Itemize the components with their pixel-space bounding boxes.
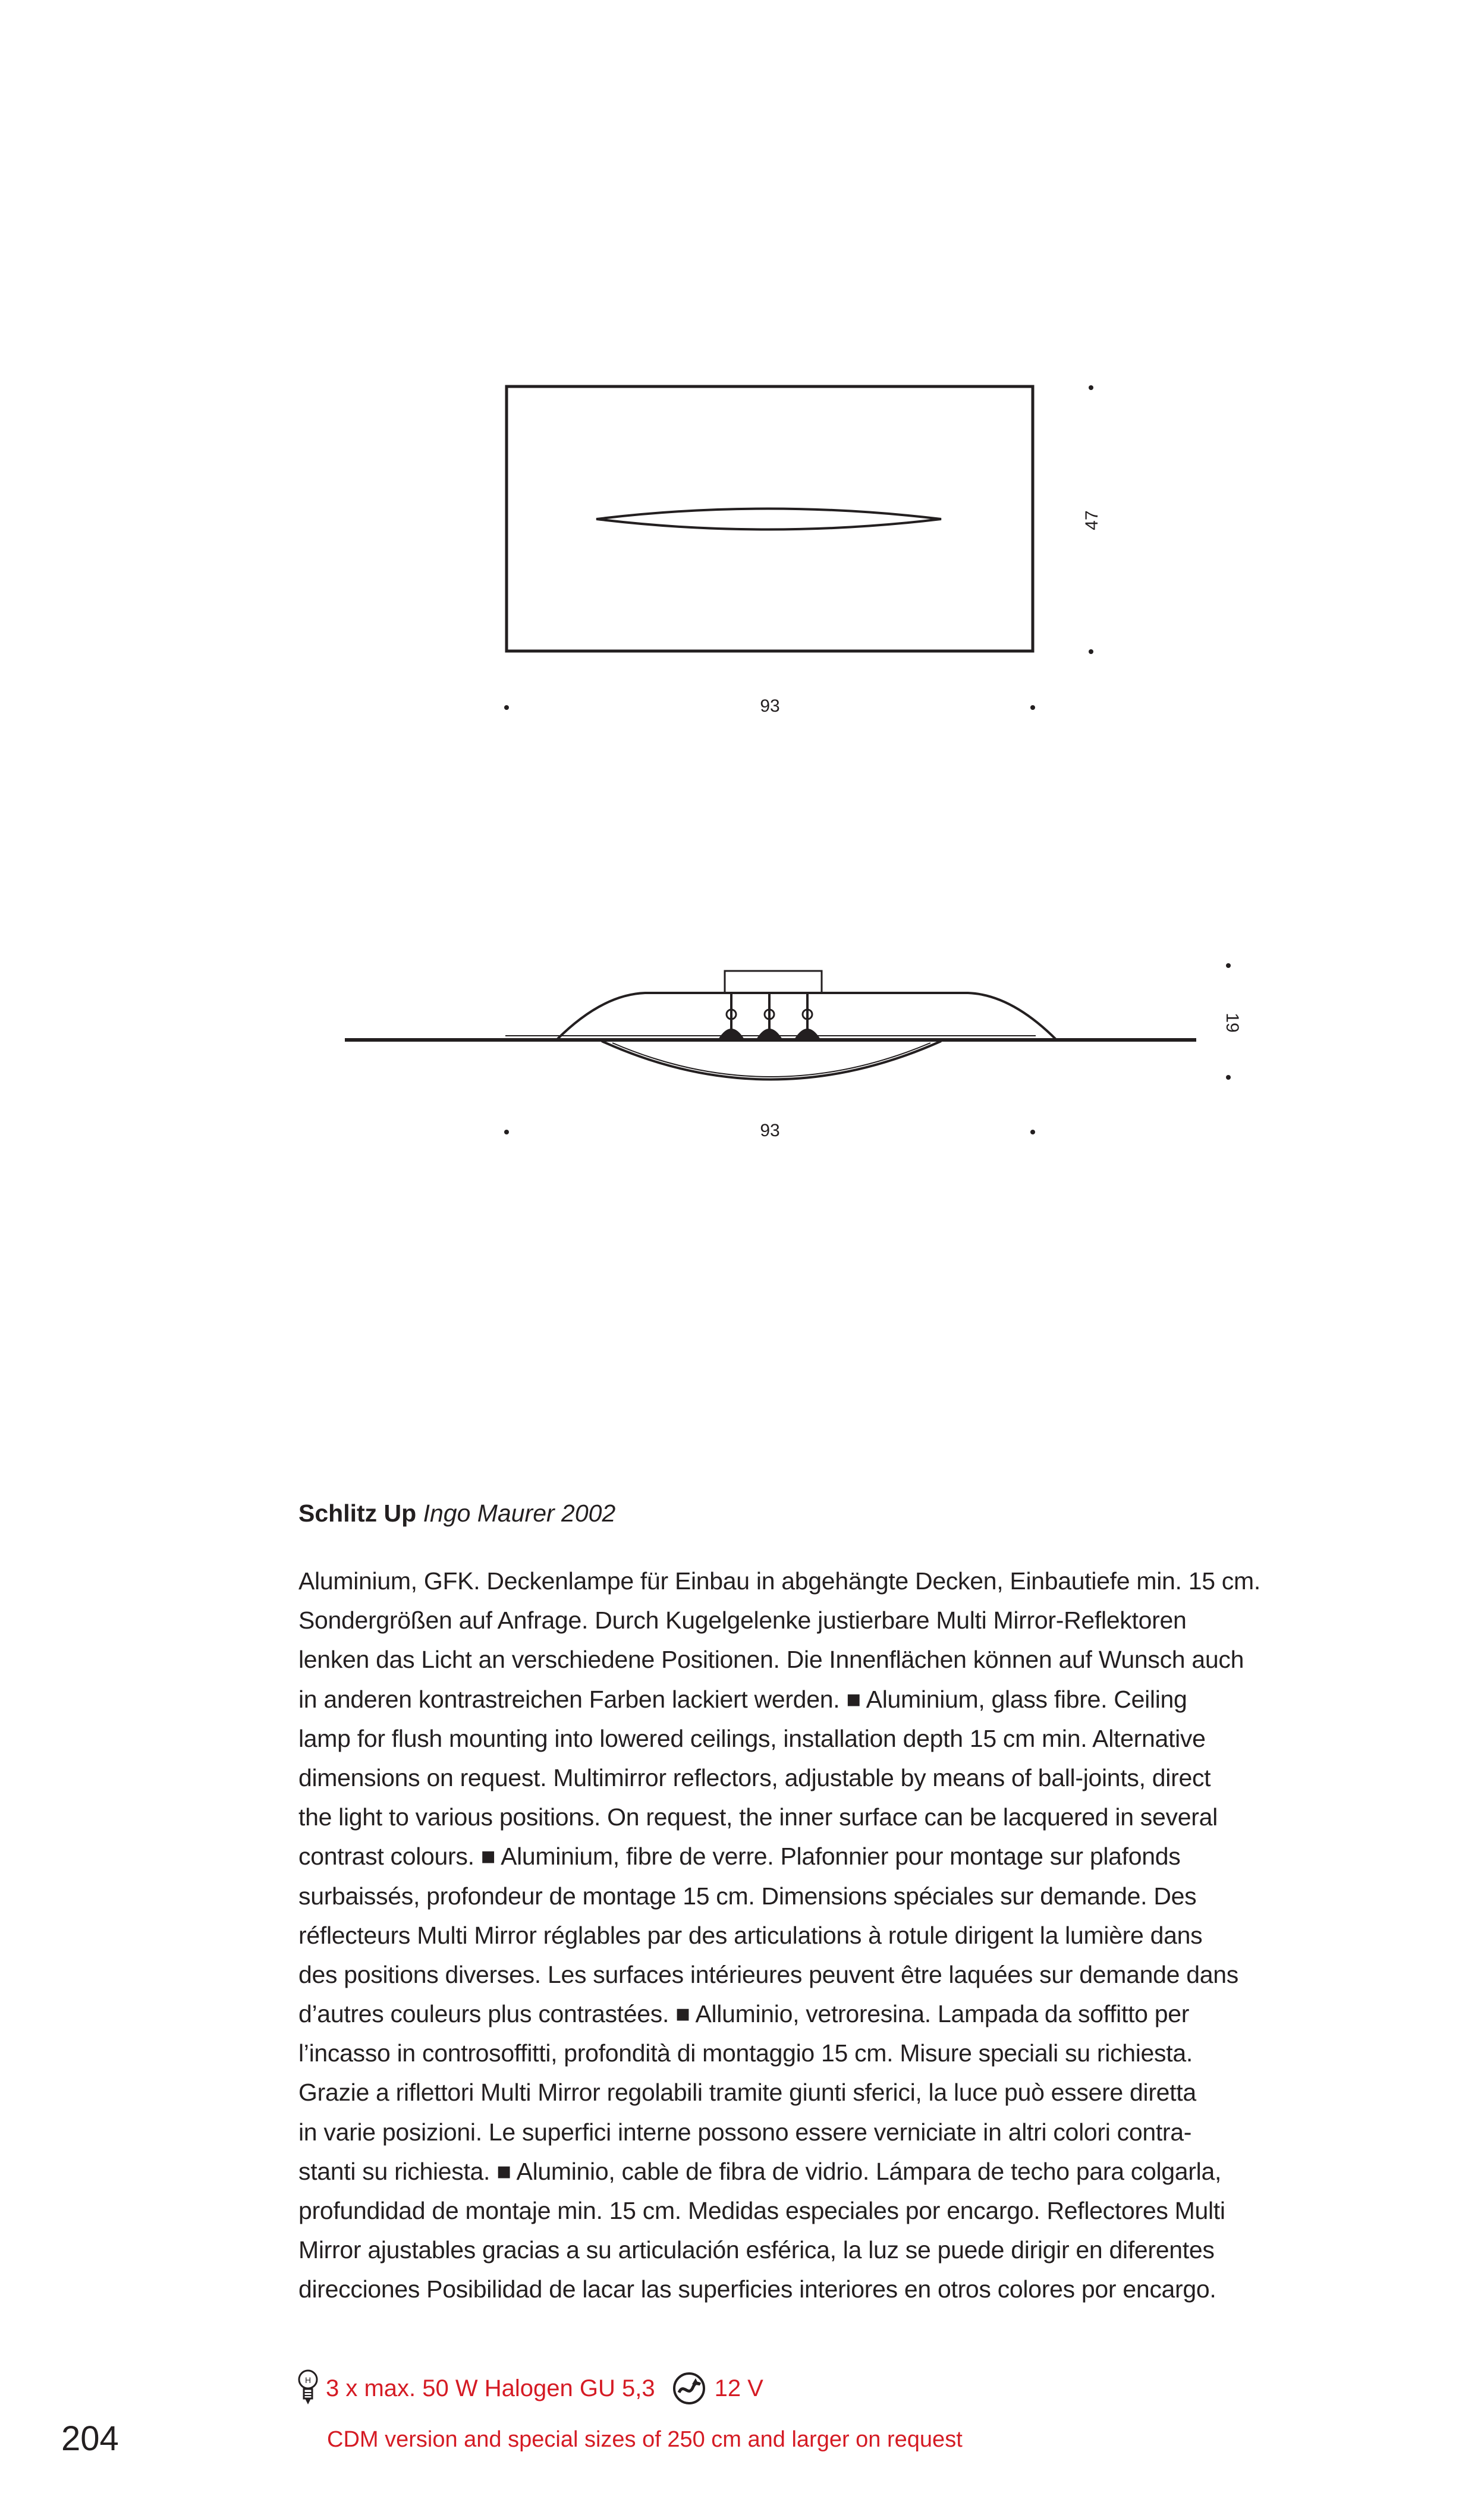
product-title bbox=[298, 1500, 615, 1527]
dimension-dot bbox=[1030, 1130, 1035, 1134]
dimension-dot bbox=[504, 1130, 509, 1134]
description-line: stanti su richiesta. ■ Aluminio, cable de fibra de vidrio. Lámpara de techo para colgarla, bbox=[298, 2157, 1222, 2185]
description-line: Grazie a riflettori Multi Mirror regolabili tramite giunti sferici, la luce può essere diretta bbox=[298, 2079, 1196, 2107]
dimension-dot bbox=[1226, 963, 1231, 968]
description-line: direcciones Posibilidad de lacar las superficies interiores en otros colores por encargo. bbox=[298, 2275, 1216, 2303]
top-view-width-label: 93 bbox=[760, 696, 780, 716]
description-line: surbaissés, profondeur de montage 15 cm. Dimensions spéciales sur demande. Des bbox=[298, 1882, 1197, 1910]
designer-year: Ingo Maurer 2002 bbox=[423, 1500, 616, 1527]
lamp-spec-text: 3 x max. 50 W Halogen GU 5,3 bbox=[326, 2375, 655, 2401]
description-line: the light to various positions. On request, the inner surface can be lacquered in several bbox=[298, 1803, 1218, 1831]
description-line: Aluminium, GFK. Deckenlampe für Einbau in abgehängte Decken, Einbautiefe min. 15 cm. bbox=[298, 1567, 1260, 1595]
dimension-dot bbox=[1226, 1075, 1231, 1080]
dimension-dot bbox=[1089, 649, 1093, 654]
description-line: des positions diverses. Les surfaces intérieures peuvent être laquées sur demande dans bbox=[298, 1960, 1238, 1988]
top-view-depth-label: 47 bbox=[1082, 510, 1102, 530]
transformer-box bbox=[725, 971, 822, 993]
description-line: in anderen kontrastreichen Farben lackiert werden. ■ Aluminium, glass fibre. Ceiling bbox=[298, 1685, 1187, 1713]
side-view bbox=[345, 963, 1242, 1140]
reflector-lamps bbox=[718, 993, 820, 1039]
top-view bbox=[504, 385, 1102, 716]
side-view-width-label: 93 bbox=[760, 1121, 780, 1140]
description-line: Mirror ajustables gracias a su articulación esférica, la luz se puede dirigir en diferentes bbox=[298, 2236, 1215, 2264]
transformer-icon bbox=[672, 2371, 706, 2406]
description-line: Sondergrößen auf Anfrage. Durch Kugelgelenke justierbare Multi Mirror-Reflektoren bbox=[298, 1607, 1187, 1634]
description-line: in varie posizioni. Le superfici interne possono essere verniciate in altri colori contra- bbox=[298, 2118, 1192, 2146]
voltage-text: 12 V bbox=[714, 2375, 763, 2401]
page-number: 204 bbox=[61, 2419, 119, 2458]
reflector-curve-inner bbox=[612, 1043, 930, 1077]
halogen-bulb-icon bbox=[297, 2368, 319, 2409]
side-view-height-label: 19 bbox=[1222, 1013, 1242, 1033]
top-view-outline bbox=[507, 386, 1033, 651]
top-view-slot bbox=[596, 509, 941, 530]
dimension-dot bbox=[1030, 705, 1035, 710]
description-line: réflecteurs Multi Mirror réglables par des articulations à rotule dirigent la lumière dans bbox=[298, 1921, 1203, 1949]
svg-text:H: H bbox=[304, 2375, 312, 2385]
product-name: Schlitz Up bbox=[298, 1500, 417, 1527]
description-line: lenken das Licht an verschiedene Positionen. Die Innenflächen können auf Wunsch auch bbox=[298, 1646, 1244, 1674]
product-description bbox=[298, 1561, 1285, 2309]
description-line: l’incasso in controsoffitti, profondità di montaggio 15 cm. Misure speciali su richiesta. bbox=[298, 2039, 1193, 2067]
lamp-spec bbox=[297, 2368, 763, 2409]
description-line: profundidad de montaje min. 15 cm. Medidas especiales por encargo. Reflectores Multi bbox=[298, 2197, 1225, 2224]
technical-drawing bbox=[0, 0, 1484, 1189]
description-line: lamp for flush mounting into lowered ceilings, installation depth 15 cm min. Alternative bbox=[298, 1724, 1206, 1752]
description-line: contrast colours. ■ Aluminium, fibre de verre. Plafonnier pour montage sur plafonds bbox=[298, 1843, 1181, 1871]
description-line: dimensions on request. Multimirror reflectors, adjustable by means of ball-joints, direct bbox=[298, 1763, 1211, 1791]
dimension-dot bbox=[1089, 385, 1093, 390]
reflector-curve-outer bbox=[602, 1041, 941, 1080]
dimension-dot bbox=[504, 705, 509, 710]
description-line: d’autres couleurs plus contrastées. ■ Alluminio, vetroresina. Lampada da soffitto per bbox=[298, 2000, 1190, 2028]
availability-note: CDM version and special sizes of 250 cm and larger on request bbox=[327, 2427, 963, 2452]
